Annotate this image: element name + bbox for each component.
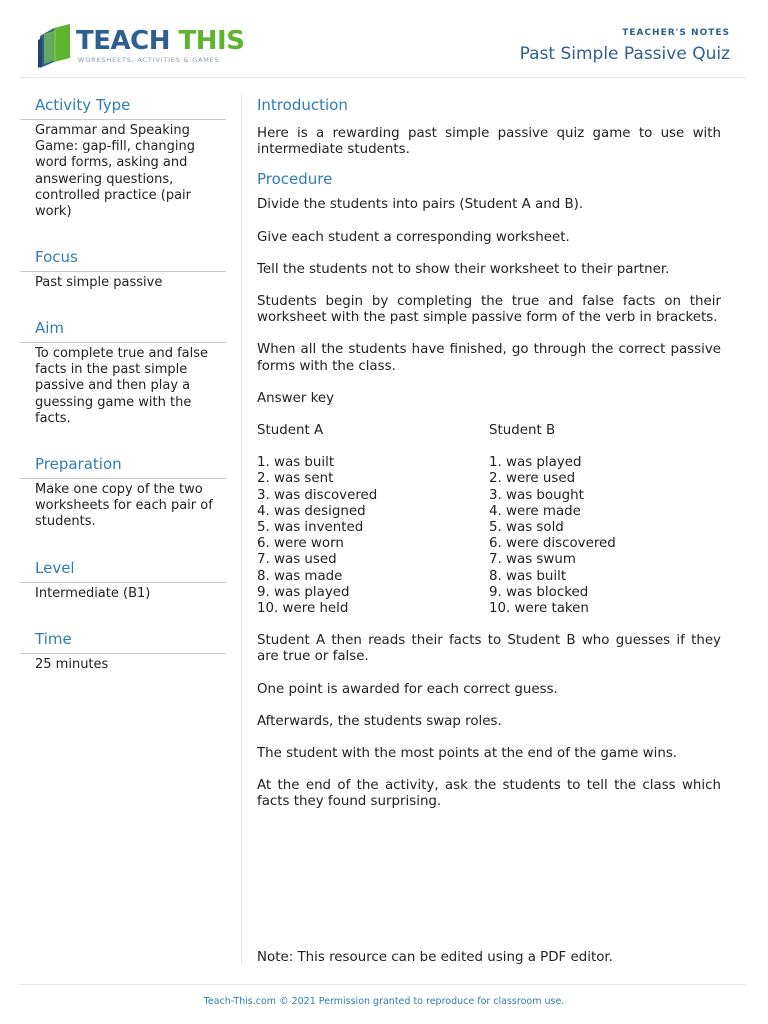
list-item: 7. was swum: [489, 552, 576, 568]
list-item: 7. was used: [257, 552, 337, 568]
introduction-heading: Introduction: [257, 96, 348, 114]
student-a-label: Student A: [257, 423, 324, 439]
sidebar-section-preparation: [20, 453, 226, 557]
list-item: 8. was made: [257, 568, 343, 584]
list-item: 6. were worn: [257, 536, 344, 552]
list-item: 4. were made: [489, 503, 581, 519]
section-body: Make one copy of the two worksheets for each pair of students.: [35, 482, 213, 530]
column-divider: [241, 94, 242, 964]
section-body: To complete true and false facts in the past simple passive and then play a guessing game with the facts.: [35, 346, 208, 426]
teachers-notes-label: TEACHER'S NOTES: [622, 28, 730, 38]
list-item: 9. was played: [257, 584, 350, 600]
logo-wordmark: [76, 26, 244, 56]
list-item: 1. was built: [257, 455, 335, 471]
student-b-label: Student B: [489, 423, 556, 439]
footer-copyright: Teach-This.com © 2021 Permission granted to reproduce for classroom use.: [203, 996, 565, 1007]
procedure-step: Student A then reads their facts to Student B who guesses if they are true or false.: [257, 633, 721, 665]
sidebar-section-time: [20, 628, 226, 678]
procedure-step: Divide the students into pairs (Student A and B).: [257, 197, 584, 213]
procedure-heading: Procedure: [257, 170, 333, 189]
procedure-step: At the end of the activity, ask the students to tell the class which facts they found surprising.: [257, 778, 721, 810]
list-item: 3. was discovered: [257, 487, 378, 503]
logo-word-teach: TEACH: [76, 26, 170, 56]
list-item: 3. was bought: [489, 487, 584, 503]
answer-key: [257, 455, 721, 617]
sidebar: [20, 94, 226, 678]
procedure-step: One point is awarded for each correct guess.: [257, 681, 558, 697]
logo-tagline: WORKSHEETS, ACTIVITIES & GAMES: [78, 56, 220, 64]
main-content: [257, 94, 721, 811]
page-header: [20, 0, 746, 78]
section-heading: Focus: [20, 246, 226, 272]
procedure-step: Tell the students not to show their worksheet to their partner.: [257, 261, 670, 277]
list-item: 2. were used: [489, 471, 576, 487]
list-item: 1. was played: [489, 455, 582, 471]
section-body: 25 minutes: [35, 657, 109, 672]
logo-word-this: THIS: [178, 26, 245, 56]
section-body: Past simple passive: [35, 275, 163, 290]
procedure-step: The student with the most points at the end of the game wins.: [257, 746, 678, 762]
section-heading: Preparation: [20, 453, 226, 479]
answers-student-b: [489, 455, 721, 617]
sidebar-section-aim: [20, 317, 226, 453]
list-item: 5. was invented: [257, 520, 364, 536]
list-item: 5. was sold: [489, 520, 564, 536]
sidebar-section-focus: [20, 246, 226, 317]
page-title: Past Simple Passive Quiz: [519, 44, 730, 64]
footer-divider: [20, 984, 746, 985]
list-item: 9. was blocked: [489, 584, 589, 600]
procedure-step: When all the students have finished, go through the correct passive forms with the class.: [257, 342, 721, 374]
list-item: 8. was built: [489, 568, 567, 584]
procedure-step: Give each student a corresponding worksheet.: [257, 229, 570, 245]
editor-note: Note: This resource can be edited using a PDF editor.: [257, 950, 613, 965]
section-body: Grammar and Speaking Game: gap-fill, changing word forms, asking and answering questions, controlled practice (pair work): [35, 123, 195, 220]
section-heading: Activity Type: [20, 94, 226, 120]
list-item: 4. was designed: [257, 503, 366, 519]
section-heading: Aim: [20, 317, 226, 343]
list-item: 6. were discovered: [489, 536, 616, 552]
open-book-icon: [36, 22, 76, 68]
list-item: 2. was sent: [257, 471, 334, 487]
list-item: 10. were taken: [489, 601, 589, 617]
procedure-step: Students begin by completing the true and false facts on their worksheet with the past simple passive form of the verb in brackets.: [257, 294, 721, 326]
answer-key-label: Answer key: [257, 390, 335, 406]
teach-this-logo: [36, 22, 245, 70]
section-heading: Time: [20, 628, 226, 654]
sidebar-section-activity-type: [20, 94, 226, 246]
sidebar-section-level: [20, 557, 226, 628]
list-item: 10. were held: [257, 601, 349, 617]
section-body: Intermediate (B1): [35, 586, 151, 601]
answer-key-headers: [257, 423, 721, 439]
answers-student-a: [257, 455, 489, 617]
section-heading: Level: [20, 557, 226, 583]
procedure-step: Afterwards, the students swap roles.: [257, 713, 502, 729]
introduction-text: Here is a rewarding past simple passive quiz game to use with intermediate students.: [257, 126, 721, 158]
